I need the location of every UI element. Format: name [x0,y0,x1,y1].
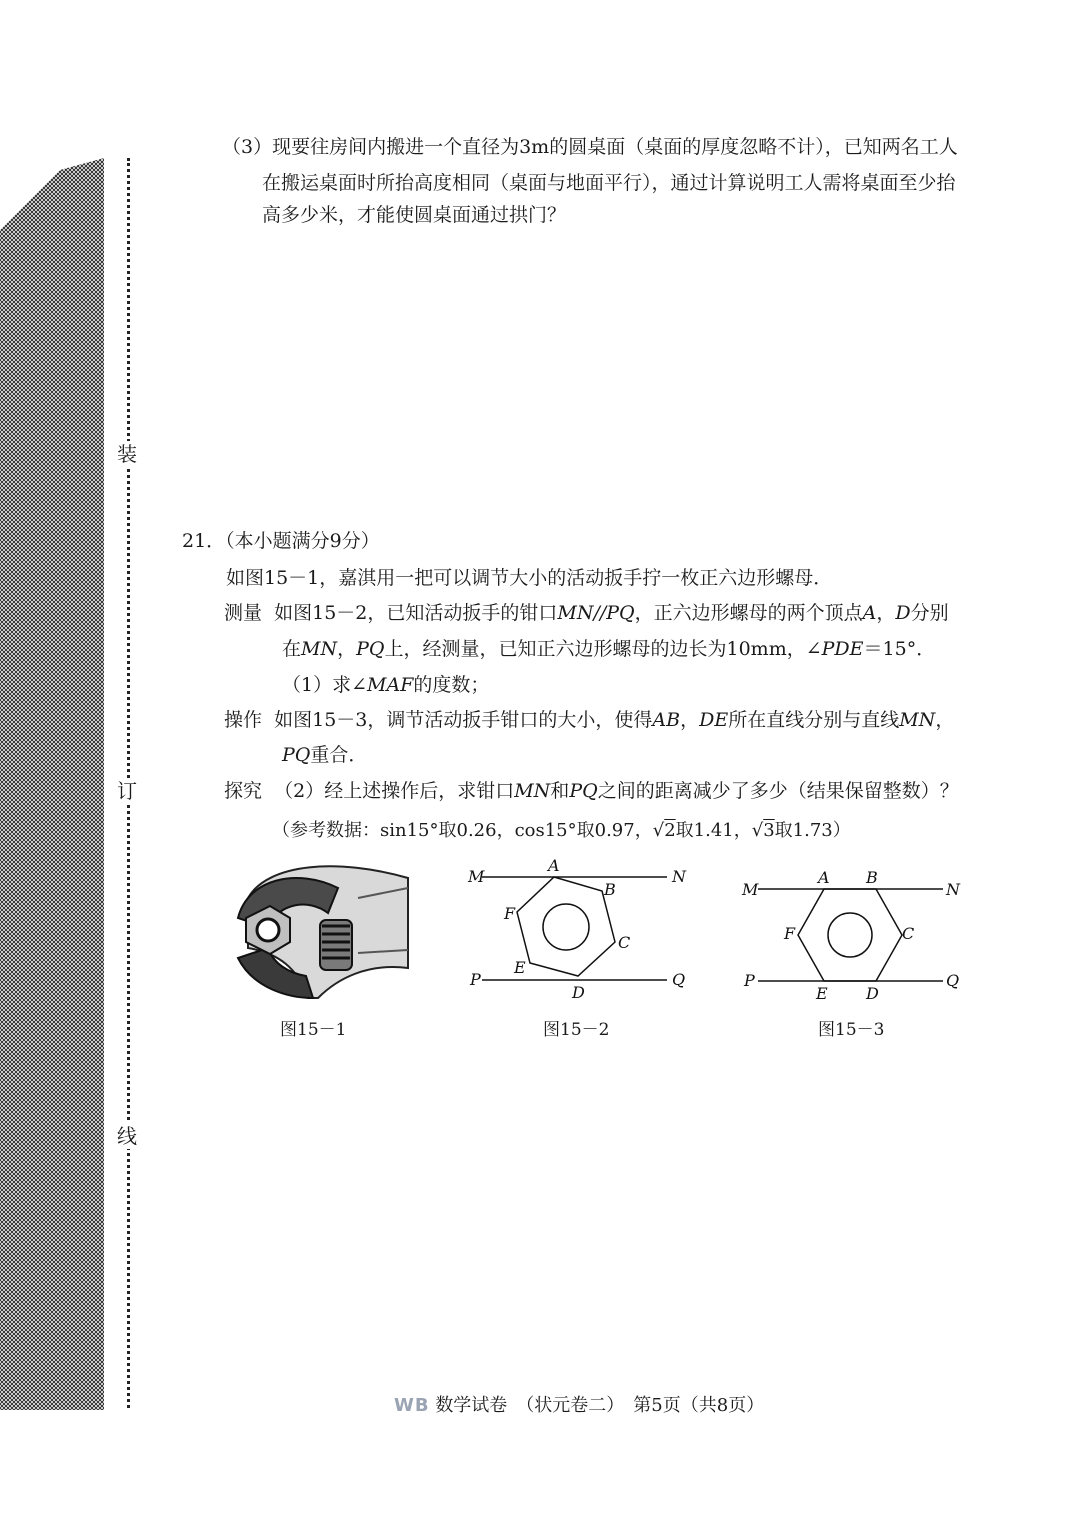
q21-measure-line1 [224,599,949,627]
reference-text: 取1.73） [774,820,851,841]
measure-vertex-a: A [862,602,877,624]
q21-operate-line2 [282,741,367,769]
operate-text: ， [680,709,700,731]
explore-text: 和 [550,780,570,802]
binding-char-zhuang: 装 [112,441,142,467]
q21-header: 21．（本小题满分9分） [182,530,380,552]
measure-label: 测量 [224,602,263,624]
wrench-illustration [228,858,413,1003]
fig3-label-e: E [816,984,828,1003]
fig3-label-q: Q [946,971,960,990]
fig3-label-b: B [866,868,878,887]
figure-15-2-diagram [462,857,702,1007]
fig2-label-a: A [548,857,560,875]
measure-text: 上，经测量，已知正六边形螺母的边长为10mm， [384,638,806,660]
figure-15-2-caption: 图15－2 [543,1020,610,1040]
q21-reference-data [272,817,851,845]
figure-15-3-caption: 图15－3 [818,1020,885,1040]
fig3-label-a: A [818,868,830,887]
fig3-label-p: P [744,971,755,990]
measure-text: 如图15－2，已知活动扳手的钳口 [274,602,558,624]
measure-text: ，正六边形螺母的两个顶点 [634,602,863,624]
sqrt-icon: √ [751,820,764,841]
q21-intro: 如图15－1，嘉淇用一把可以调节大小的活动扳手拧一枚正六边形螺母． [226,567,833,589]
q20-part3-line3: 高多少米，才能使圆桌面通过拱门？ [262,204,567,226]
operate-text: 如图15－3，调节活动扳手钳口的大小，使得 [274,709,653,731]
q21-operate-line1 [224,706,954,734]
q21-explore-line1 [224,777,959,805]
fig2-label-n: N [672,867,686,886]
sqrt-two: 2 [664,820,676,841]
binding-margin-hatch [0,0,110,1525]
reference-text: （参考数据：sin15°取0.26，cos15°取0.97， [272,820,653,841]
operate-text: 所在直线分别与直线 [728,709,900,731]
measure-text: 分别 [910,602,949,624]
fig2-label-f: F [504,904,516,923]
q21-measure-line2 [282,635,935,663]
measure-text: ， [337,638,357,660]
footer-text: 数学试卷 （状元卷二） 第5页（共8页） [435,1395,765,1416]
explore-text: （2）经上述操作后，求钳口 [274,780,515,802]
operate-ab: AB [652,709,681,731]
figure-15-1-caption: 图15－1 [280,1020,347,1040]
measure-mn-pq: MN//PQ [557,602,635,624]
operate-text: 重合． [310,744,368,766]
measure-vertex-d: D [895,602,911,624]
q1-text: （1）求 [282,674,352,696]
measure-text: ， [876,602,896,624]
operate-pq: PQ [282,744,311,766]
q20-part3-line1: （3）现要往房间内搬进一个直径为3m的圆桌面（桌面的厚度忽略不计），已知两名工人 [222,136,958,158]
measure-angle-pde: ∠PDE [805,638,864,660]
q21-question1 [282,671,489,699]
fig2-label-p: P [470,970,481,989]
operate-de: DE [699,709,729,731]
q1-text: 的度数； [413,674,490,696]
explore-mn: MN [514,780,551,802]
figure-15-3-diagram [738,867,968,1007]
sqrt-three: 3 [763,820,775,841]
operate-text: ， [935,709,955,731]
explore-text: 之间的距离减少了多少（结果保留整数）？ [597,780,959,802]
page-footer [394,1391,764,1417]
fig3-label-c: C [902,924,915,943]
explore-pq: PQ [569,780,598,802]
fig2-label-q: Q [672,970,686,989]
fig2-label-d: D [572,983,585,1002]
operate-label: 操作 [224,709,263,731]
fig2-label-m: M [468,867,485,886]
footer-logo: WB [394,1395,430,1416]
fig2-label-b: B [604,880,616,899]
measure-text: 在 [282,638,302,660]
fig3-label-m: M [742,880,759,899]
measure-pq: PQ [356,638,385,660]
explore-label: 探究 [224,780,263,802]
fig2-label-c: C [618,933,631,952]
q1-angle-maf: ∠MAF [351,674,414,696]
sqrt-icon: √ [652,820,665,841]
fig3-label-f: F [784,924,796,943]
fig2-label-e: E [514,958,526,977]
operate-mn: MN [899,709,936,731]
binding-char-ding: 订 [112,778,142,804]
measure-mn: MN [301,638,338,660]
reference-text: 取1.41， [675,820,752,841]
binding-char-xian: 线 [112,1123,142,1149]
measure-text: ＝15°． [863,638,936,660]
fig3-label-n: N [946,880,960,899]
fig3-label-d: D [866,984,879,1003]
q20-part3-line2: 在搬运桌面时所抬高度相同（桌面与地面平行），通过计算说明工人需将桌面至少抬 [262,172,956,194]
